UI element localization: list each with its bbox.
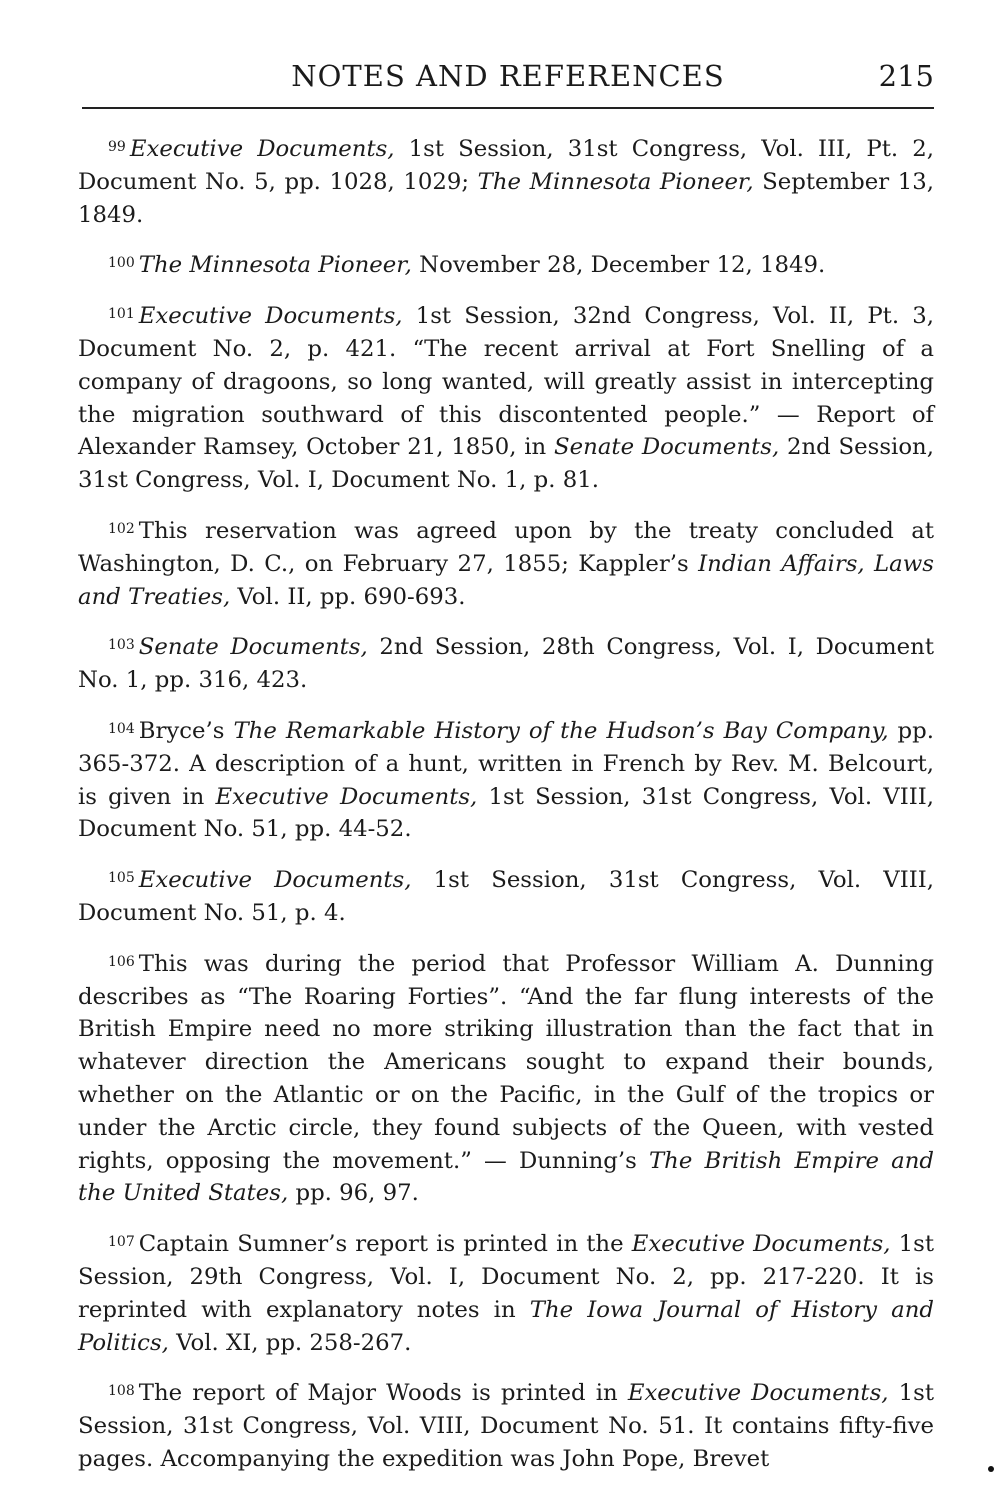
citation-title: The Iowa Journal of History and Politics,: [78, 1296, 935, 1356]
footnote-number: 100: [108, 255, 135, 272]
footnote-text: September 13, 1849.: [78, 168, 934, 228]
footnote-text: 1st Session, 31st Congress, Vol. VIII, Document No. 51. It contains fifty-five pages. Accompanying the expedition was John Pope, Brevet: [78, 1380, 934, 1472]
footnotes-list: [78, 131, 934, 1492]
citation-title: Senate Documents,: [554, 434, 780, 461]
scan-speck: [988, 1466, 994, 1472]
citation-title: Executive Documents,: [215, 783, 478, 810]
footnote-number: 107: [108, 1234, 135, 1251]
citation-title: Executive Documents,: [129, 136, 395, 162]
citation-title: Executive Documents,: [631, 1231, 891, 1258]
footnote-number: 104: [108, 720, 135, 737]
footnote-text: 1st Session, 32nd Congress, Vol. II, Pt. 3, Document No. 2, p. 421. “The recent arrival at Fort Snelling of a company of dragoons, so long wanted, will greatly assist in intercepting the migration southward of this discontented people.” — Report of Alexander Ramsey, October 21, 1850, in: [78, 303, 935, 461]
citation-title: Executive Documents,: [627, 1380, 889, 1407]
footnote-text: November 28, December 12, 1849.: [411, 252, 826, 279]
citation-title: Indian Affairs, Laws and Treaties,: [78, 550, 934, 610]
page-header: [82, 58, 934, 98]
footnote-text: Captain Sumner’s report is printed in the: [138, 1231, 632, 1258]
footnote-100: [78, 247, 934, 282]
footnote-text: 2nd Session, 28th Congress, Vol. I, Document No. 1, pp. 316, 423.: [78, 634, 934, 694]
footnote-99: [78, 131, 934, 231]
footnote-105: [78, 862, 934, 930]
footnote-108: [78, 1375, 934, 1475]
footnote-text: Bryce’s: [138, 717, 234, 744]
footnote-text: This reservation was agreed upon by the treaty concluded at Washington, D. C., on February 27, 1855; Kappler’s: [78, 517, 934, 577]
footnote-number: 103: [108, 637, 135, 654]
footnote-number: 106: [108, 953, 135, 970]
citation-title: The Minnesota Pioneer,: [477, 168, 754, 195]
citation-title: The Remarkable History of the Hudson’s Bay Company,: [233, 717, 889, 744]
footnote-101: [78, 298, 934, 497]
footnote-text: The report of Major Woods is printed in: [138, 1380, 628, 1407]
footnote-text: 1st Session, 31st Congress, Vol. VIII, Document No. 51, pp. 44-52.: [78, 783, 935, 843]
footnote-text: Vol. XI, pp. 258-267.: [168, 1329, 412, 1356]
citation-title: Senate Documents,: [138, 634, 368, 661]
footnote-text: pp. 96, 97.: [288, 1180, 419, 1207]
footnote-102: [78, 513, 934, 613]
footnote-text: Vol. II, pp. 690-693.: [230, 583, 466, 610]
citation-title: Executive Documents,: [138, 867, 412, 894]
footnote-107: [78, 1226, 934, 1359]
footnote-103: [78, 629, 934, 697]
footnote-number: 101: [108, 306, 135, 323]
footnote-104: [78, 713, 934, 846]
header-rule: [82, 107, 934, 109]
footnote-number: 102: [108, 520, 135, 537]
footnote-number: 105: [108, 870, 135, 887]
footnote-text: 1st Session, 31st Congress, Vol. III, Pt. 2, Document No. 5, pp. 1028, 1029;: [78, 136, 935, 195]
page-number: 215: [878, 59, 934, 93]
running-title: NOTES AND REFERENCES: [291, 59, 725, 93]
footnote-text: 1st Session, 29th Congress, Vol. I, Document No. 2, pp. 217-220. It is reprinted with explanatory notes in: [78, 1231, 934, 1323]
footnote-number: 108: [108, 1383, 135, 1400]
citation-title: The British Empire and the United States,: [78, 1147, 934, 1207]
footnote-text: pp. 365-372. A description of a hunt, written in French by Rev. M. Belcourt, is given in: [78, 717, 934, 810]
footnote-text: This was during the period that Professor William A. Dunning describes as “The Roaring Forties”. “And the far flung interests of the British Empire need no more striking illustration than the fact that in whatever direction the Americans sought to expand their bounds, whether on the Atlantic or on the Pacific, in the Gulf of the tropics or under the Arctic circle, they found subjects of the Queen, with vested rights, opposing the movement.” — Dunning’s: [78, 950, 934, 1174]
footnote-text: 1st Session, 31st Congress, Vol. VIII, Document No. 51, p. 4.: [78, 867, 935, 926]
citation-title: The Minnesota Pioneer,: [138, 252, 412, 279]
footnote-text: 2nd Session, 31st Congress, Vol. I, Document No. 1, p. 81.: [78, 434, 934, 494]
footnote-number: 99: [108, 139, 126, 155]
citation-title: Executive Documents,: [138, 303, 403, 330]
footnote-106: [78, 946, 934, 1210]
